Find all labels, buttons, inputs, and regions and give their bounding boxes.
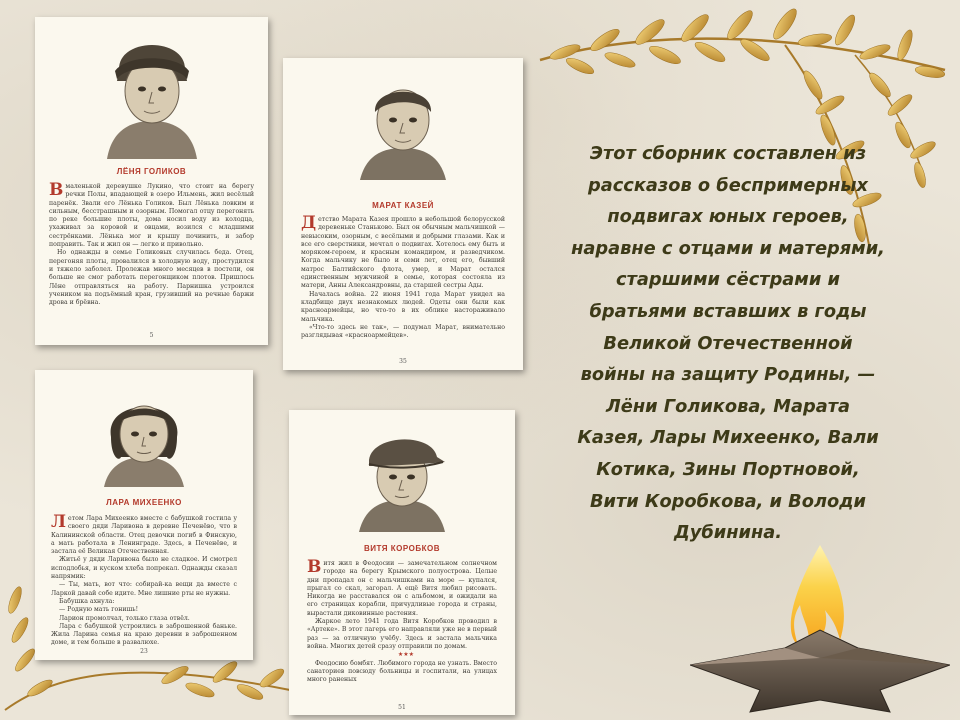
- page-text: Летом Лара Михеенко вместе с бабушкой гостила у своего дяди Ларивона в деревне Печенёво, что в Калининской области. Отец девочки погиб в Финскую, а мать работала в Ленинграде. Здесь, в Печенёве, и застала её Великая Отечественная. Житьё у дяди Ларивона было не сладкое. И смотрел исподлобья, и куском хлеба попрекал. Однажды сказал напрямик: — Ты, мать, вот что: собирай-ка вещи да вместе с Ларкой давай собе идите. Мне лишние рты не нужны. Бабушка ахнула: — Родную мать гонишь! Ларион промолчал, только глаза отвёл. Лара с бабушкой устроились в заброшенной баньке. Жила Ларина семья на краю деревни в заброшенном доме, и тем больше в развалюхе.: [51, 512, 237, 647]
- page-text: Витя жил в Феодосии — замечательном солнечном городе на берегу Крымского полуострова. Целые дни пропадал он с мальчишками на море — купался, прыгал со скал, загорал. А ещё Витя любил рисовать. Никогда не расставался он с альбомом, и ожидали на его страницах корабли, причудливые города и страны, вырастали диковинные растения. Жаркое лето 1941 года Витя Коробков проводил в «Артеке». В этот лагерь его направляли уже не в первый раз — за отличную учёбу. Здесь и застала мальчика война. Многих детей сразу отправили по домам. ★★★ Феодосию бомбят. Любимого города не узнать. Вместо санаториев повсюду больницы и госпитали, на улицах много раненых: [307, 557, 497, 684]
- eternal-flame-icon: [690, 540, 950, 715]
- book-page: [289, 410, 515, 715]
- page-number: 23: [140, 648, 148, 655]
- page-number: 35: [399, 358, 407, 365]
- page-title: ЛЁНЯ ГОЛИКОВ: [116, 167, 187, 176]
- book-page: [35, 370, 253, 660]
- portrait-image: [89, 382, 199, 487]
- dropcap: В: [307, 557, 322, 577]
- dropcap: Л: [51, 512, 67, 532]
- page-title: ВИТЯ КОРОБКОВ: [364, 544, 440, 553]
- book-page: [283, 58, 523, 370]
- page-title: МАРАТ КАЗЕЙ: [372, 201, 434, 210]
- portrait-image: [97, 29, 207, 159]
- page-text: Вмаленькой деревушке Лукино, что стоит на берегу речки Полы, впадающей в озеро Ильмень, жил весёлый паренёк. Звали его Лёнька Голиков. Был Лёнька ловким и сильным, бесстрашным и озорным. Помогал отцу перегонять по реке большие плоты, дома носил воду из колодца, ухаживал за коровой и овцами, возился с младшими сестрёнками. Лёнька мог и крышу починить, и забор поправить. Так и жил он — легко и привольно. Но однажды в семье Голиковых случилась беда. Отец, перегоняя плоты, провалился в холодную воду, простудился и тяжело заболел. Пролежав много месяцев в постели, он больше не смог работать перегонщиком плотов. Пришлось Лёне отправляться на работу. Парнишка устроился учеником на подъёмный кран, грузивший на речные баржи дрова и брёвна.: [49, 180, 254, 307]
- caption-text: Этот сборник составлен из рассказов о беспримерных подвигах юных героев, наравне с отцами и матерями, старшими сёстрами и братьями вставших в годы Великой Отечественной войны на защиту Родины, — Лёни Голикова, Марата Казея, Лары Михеенко, Вали Котика, Зины Портновой, Вити Коробкова, и Володи Дубинина.: [571, 143, 885, 544]
- page-title: ЛАРА МИХЕЕНКО: [106, 498, 182, 507]
- page-number: 51: [398, 704, 406, 711]
- portrait-image: [348, 70, 458, 180]
- book-page: [35, 17, 268, 345]
- dropcap: В: [49, 180, 64, 200]
- portrait-image: [347, 422, 457, 532]
- page-text: Детство Марата Казея прошло в небольшой белорусской деревеньке Станьково. Был он обычным мальчишкой — невысоким, озорным, с весёлыми и добрыми глазами. Как и все его сверстники, мечтал о подвигах. Хотелось ему быть и моряком-героем, и красным командиром, и разведчиком. Когда мальчику не было и семи лет, отец его, бывший матрос Балтийского флота, умер, и Марат остался единственным мужчиной в семье, которая состояла из матери, Анны Александровны, да старшей сестры Ады. Началась война. 22 июня 1941 года Марат увидел на кладбище двух незнакомых людей. Одеты они были как красноармейцы, но что-то в их облике настораживало мальчика. «Что-то здесь не так», — подумал Марат, внимательно разглядывая «красноармейцев».: [301, 213, 505, 340]
- page-number: 5: [149, 332, 154, 339]
- section-separator: ★★★: [397, 651, 415, 659]
- dropcap: Д: [301, 213, 317, 233]
